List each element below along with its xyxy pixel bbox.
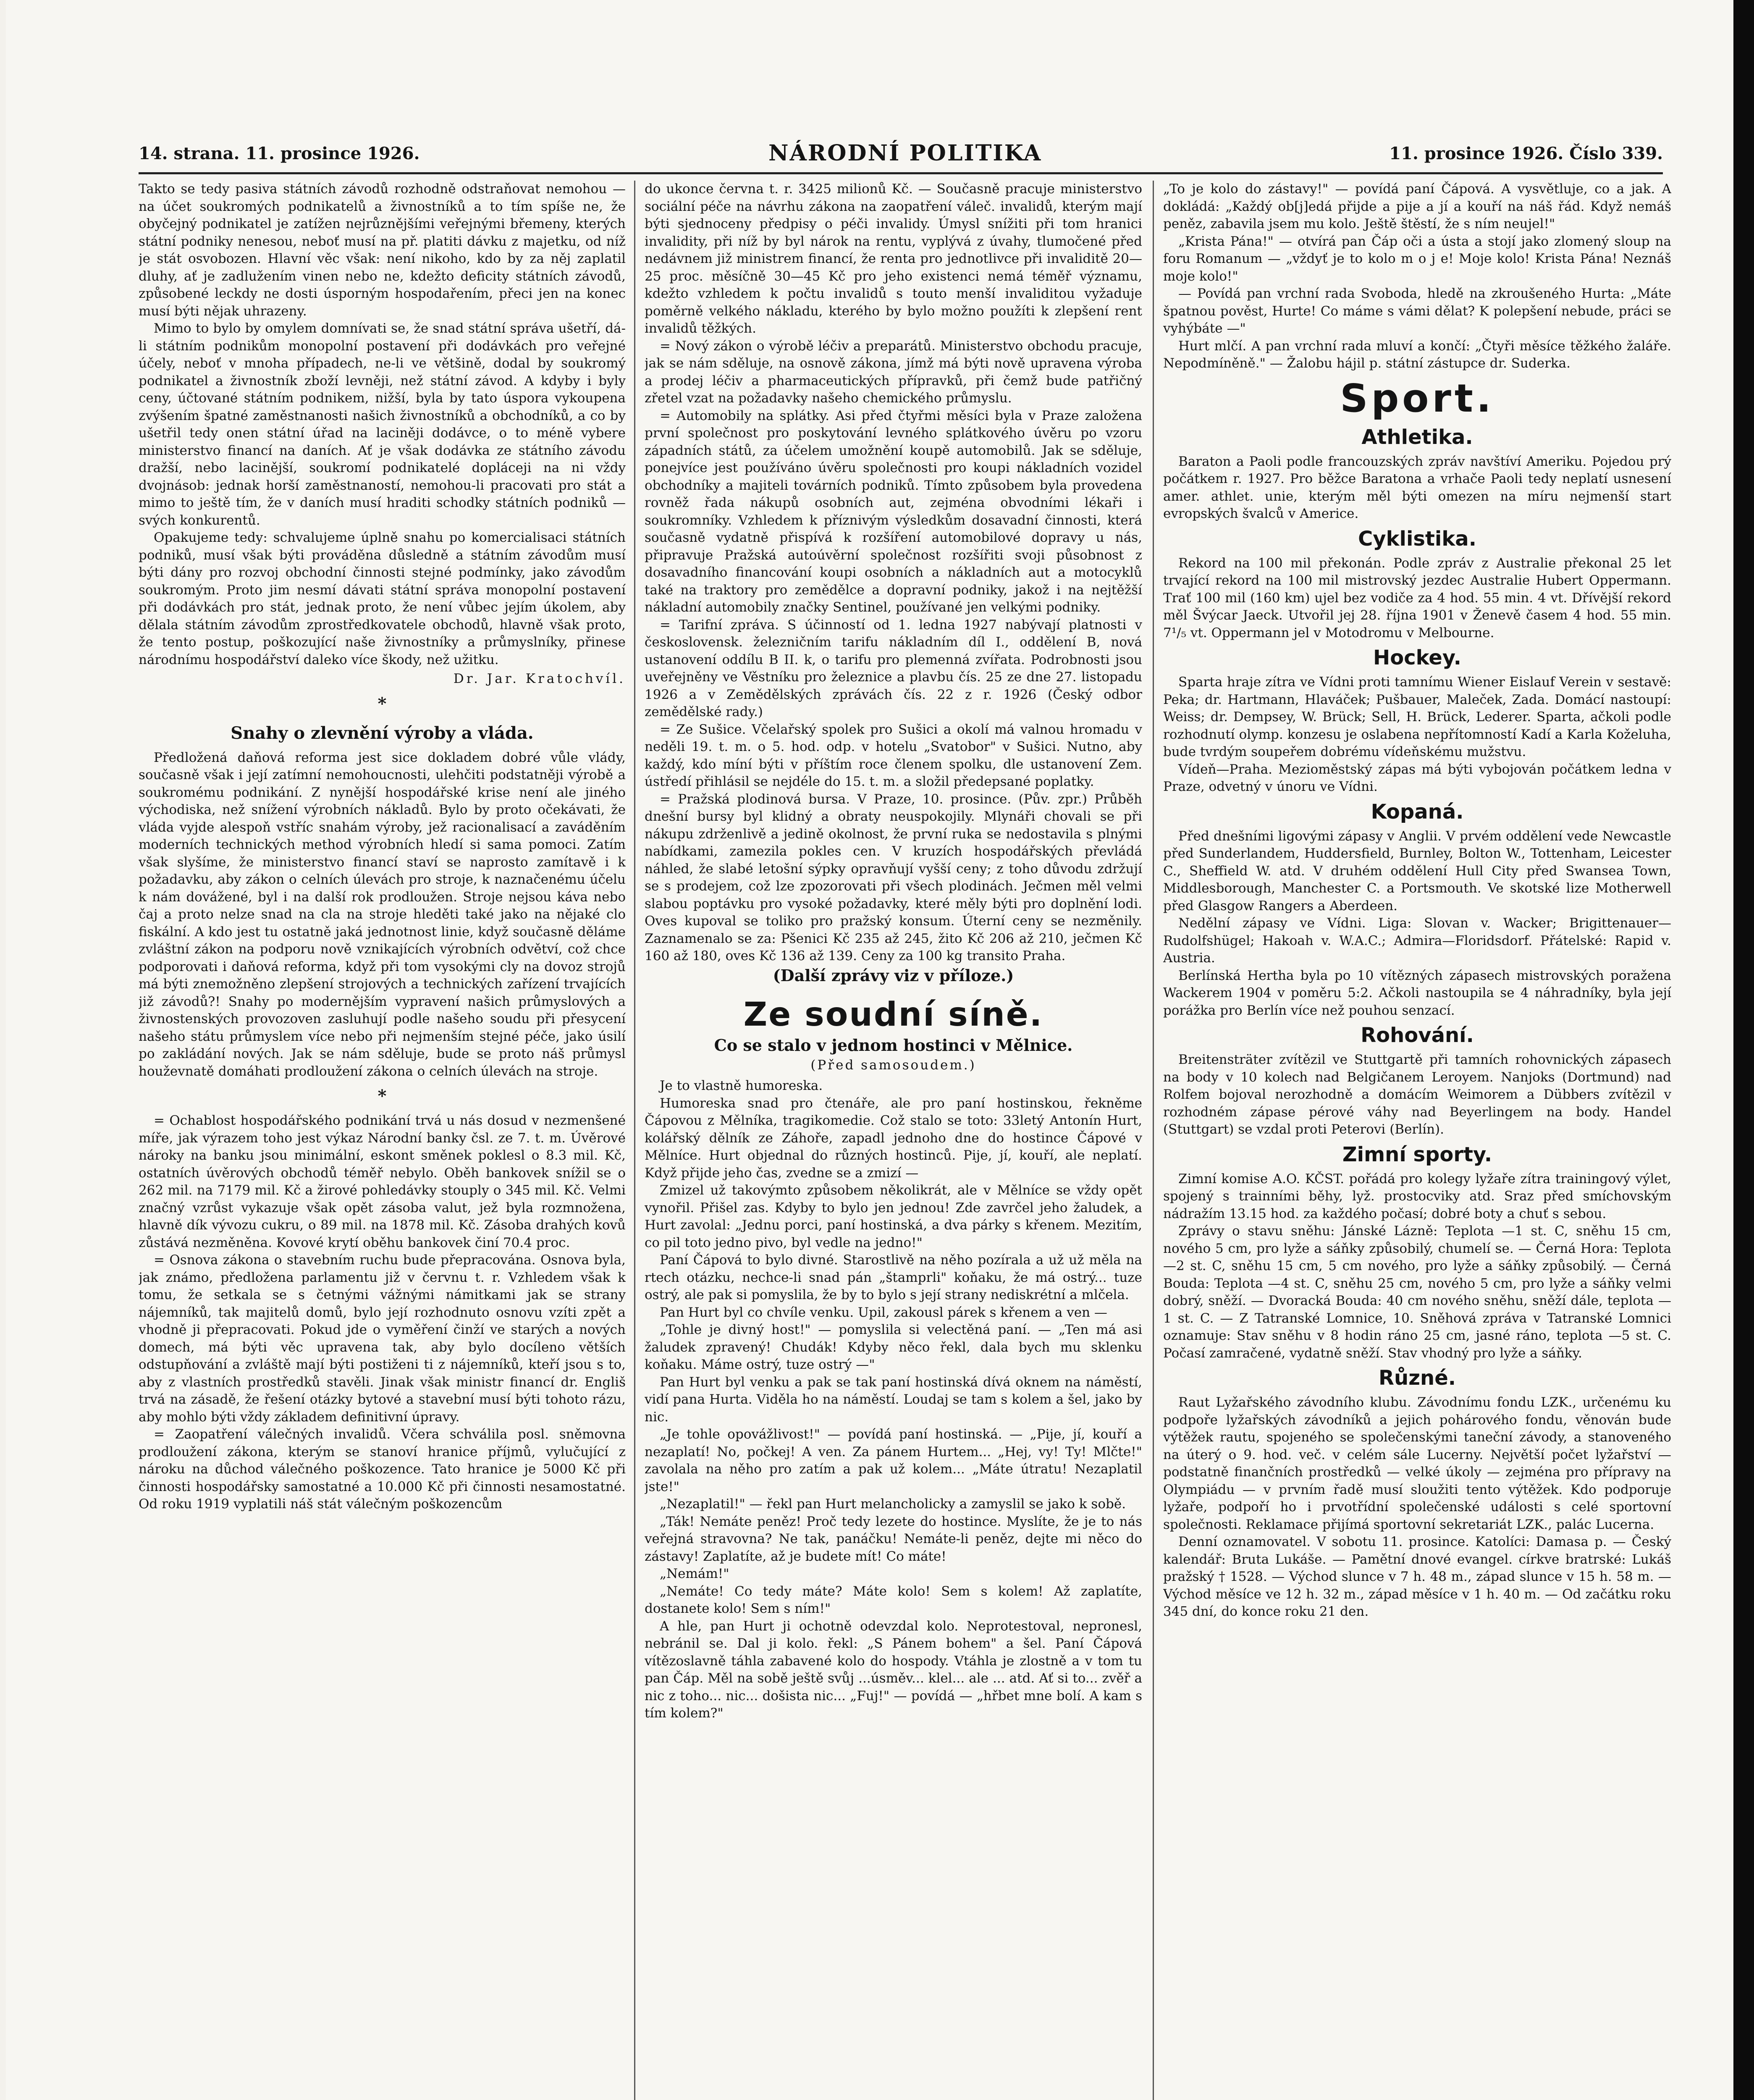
sport-item: Rekord na 100 mil překonán. Podle zpráv z Australie překonal 25 let trvající rekord na 100 mil mistrovský jezdec Australie Hubert Oppermann. Trať 100 mil (160 km) ujel bez vodiče za 4 hod. 55 min. 4 vt. Dřívější rekord měl Švýcar Jaeck. Utvořil jej 28. října 1901 v Ženevě časem 4 hod. 55 min. 7¹/₅ vt. Oppermann jel v Motodromu v Melbourne.	[1163, 555, 1671, 640]
article-paragraph: „Nezaplatil!" — řekl pan Hurt melancholicky a zamyslil se jako k sobě.	[660, 1496, 1126, 1512]
sport-subsection-boxing: Rohování.	[1361, 1024, 1474, 1047]
court-article-title: Co se stalo v jednom hostinci v Mělnice.	[714, 1035, 1073, 1055]
article-paragraph: „To je kolo do zástavy!" — povídá paní Čápová. A vysvětluje, co a jak. A dokládá: „Každý ob[j]edá přijde a pije a jí a kouří na náš řád. Když nemáš peněz, zabavila jsem mu kolo. Ještě štěstí, že s ním neujel!"	[1163, 181, 1671, 231]
article-paragraph: Hurt mlčí. A pan vrchní rada mluví a končí: „Čtyři měsíce těžkého žaláře. Nepodmíněně." — Žalobu hájil p. státní zástupce dr. Suderka.	[1163, 338, 1671, 371]
article-paragraph: A hle, pan Hurt ji ochotně odevzdal kolo. Neprotestoval, nepronesl, nebránil se. Dal ji kolo. řekl: „S Pánem bohem" a šel. Paní Čápová vítězoslavně táhla zabavené kolo do hospody. Vtáhla je zlostně a v tom tu pan Čáp. Měl na sobě ještě svůj ...úsměv... klel... ale ... atd. Ať si to... zvěř a nic z toho... nic... došista nic... „Fuj!" — povídá — „hřbet mne bolí. A kam s tím kolem?"	[645, 1618, 1142, 1721]
sport-subsection-football: Kopaná.	[1371, 800, 1464, 824]
column-rule-2	[1153, 181, 1154, 2100]
header-page-date: 14. strana. 11. prosince 1926.	[139, 144, 420, 163]
article-paragraph: Opakujeme tedy: schvalujeme úplně snahu po komercialisaci státních podniků, musí však býti prováděna důsledně a státním závodům musí býti dány pro rozvoj obchodní činnosti stejné podmínky, jako závodům soukromým. Proto jim nesmí dávati státní správa monopolní postavení při dodávkách pro stát, jednak proto, že není vůbec jejím úkolem, aby dělala státním závodům zprostředkovatele obchodů, hlavně však proto, že tento postup, poškozující naše živnostníky a průmyslníky, přinese národnímu hospodářství daleko více škody, než užitku.	[139, 530, 626, 667]
article-paragraph: „Ták! Nemáte peněz! Proč tedy lezete do hostince. Myslíte, že je to nás veřejná stravovna? Ne tak, panáčku! Nemáte-li peněz, dejte mi něco do zástavy! Zaplatíte, až je budete mít! Co máte!	[645, 1514, 1142, 1564]
column-rule-1	[634, 181, 635, 2100]
article-paragraph: Takto se tedy pasiva státních závodů rozhodně odstraňovat nemohou — na účet soukromých podnikatelů a živnostníků a to tím spíše ne, že obyčejný podnikatel je zatížen nejrůznějšími veřejnými břemeny, kterých státní podniky nenesou, neboť musí na př. platiti dávku z majetku, od níž je stát osvobozen. Hlavní věc však: není nikoho, kdo by za něj zaplatil dluhy, ať je zadlužením vinen nebo ne, kdežto deficity státních závodů, způsobené leckdy ne dosti úsporným hospodařením, přeci jen na konec musí býti nějak uhrazeny.	[139, 181, 626, 319]
sport-item: Zprávy o stavu sněhu: Jánské Lázně: Teplota —1 st. C, sněhu 15 cm, nového 5 cm, pro lyže a sáňky způsobilý, chumelí se. — Černá Hora: Teplota —2 st. C, sněhu 15 cm, 5 cm nového, pro lyže a sáňky způsobilý. — Černá Bouda: Teplota —4 st. C, sněhu 25 cm, nového 5 cm, pro lyže a sáňky velmi dobrý, sněží. — Dvoracká Bouda: 40 cm nového sněhu, sněží dále, teplota —1 st. C. — Z Tatranské Lomnice, 10. Sněhová zpráva v Tatranské Lomnici oznamuje: Stav sněhu v 8 hodin ráno 25 cm, jasné ráno, teplota —5 st. C. Počasí zamračené, vydatně sněží. Stav vhodný pro lyže a sáňky.	[1163, 1223, 1671, 1361]
news-item: = Zaopatření válečných invalidů. Včera schválila posl. sněmovna prodloužení zákona, kterým se stanoví hranice příjmů, vylučující z nároku na důchod válečného poškozence. Tato hranice je 5000 Kč při činnosti hospodářsky samostatné a 10.000 Kč při činnosti nesamostatné. Od roku 1919 vyplatili náš stát válečným poškozencům	[139, 1427, 626, 1512]
article-paragraph: Paní Čápová to bylo divné. Starostlivě na něho pozírala a už už měla na rtech otázku, nechce-li snad pán „štamprli" koňaku, že má ostrý... tuze ostrý, ale pak si pomyslila, že by to bylo s její strany nediskrétní a mlčela.	[645, 1252, 1142, 1302]
article-paragraph: „Nemáte! Co tedy máte? Máte kolo! Sem s kolem! Až zaplatíte, dostanete kolo! Sem s ním!"	[645, 1583, 1142, 1616]
article-paragraph: Je to vlastně humoreska.	[660, 1078, 823, 1093]
court-section-headline: Ze soudní síně.	[743, 995, 1043, 1034]
section-asterisk: *	[378, 1086, 387, 1106]
article-paragraph: Mimo to bylo by omylem domnívati se, že snad státní správa ušetří, dá-li státním podnikům monopolní postavení při dodávkách pro veřejné účely, neboť v mnoha případech, ne-li ve většině, dodal by soukromý podnikatel a živnostník zboží levněji, než státní závod. A kdyby i byly ceny, účtované státním podnikem, nižší, byla by tato úspora vykoupena zvýšením špatné zaměstnanosti našich živnostníků a obchodníků, a co by ušetřil tedy onen státní úřad na laciněji dodávce, o to méně vybere ministerstvo financí na daních. Ať je však dodávka ze státního závodu dražší, nebo lacinější, soukromí podnikatelé dopláceji na ni vždy dvojnásob: jednak horší zaměstnaností, nemohou-li pracovati pro stát a mimo to ještě tím, že v daních musí hraditi schodky státních podniků — svých konkurentů.	[139, 321, 626, 528]
news-item: do ukonce června t. r. 3425 milionů Kč. — Současně pracuje ministerstvo sociální péče na návrhu zákona na zaopatření váleč. invalidů, kterým mají býti sjednoceny předpisy o péči invalidy. Úmysl snížiti při tom hranici invalidity, při níž by byl nárok na rentu, vyplývá z úvahy, tlumočené před nedávnem již ministrem financí, že renta pro jednotlivce při invaliditě 20—25 proc. měsíčně 30—45 Kč pro jeho existenci nemá téměř významu, kdežto vzhledem k počtu invalidů s touto menší invaliditou vyžaduje poměrně velkého nákladu, kterého by bylo možno použíti k zlepšení rent invalidů těžkých.	[645, 181, 1142, 336]
sport-subsection-cycling: Cyklistika.	[1358, 527, 1476, 551]
scan-binding-edge	[1733, 0, 1754, 2100]
article-paragraph: — Povídá pan vrchní rada Svoboda, hledě na zkroušeného Hurta: „Máte špatnou pověst, Hurte! Co máme s vámi dělat? K polepšení nebude, práci se vyhýbáte —"	[1163, 286, 1671, 336]
sport-section-title: Sport.	[1340, 375, 1494, 421]
more-news-note: (Další zprávy viz v příloze.)	[773, 966, 1014, 985]
article-paragraph: Humoreska snad pro čtenáře, ale pro paní hostinskou, řekněme Čápovou z Mělníka, tragikomedie. Což stalo se toto: 33letý Antonín Hurt, kolářský dělník ze Záhoře, zapadl jednoho dne do hostince Čápové v Mělníce. Hurt objednal do různých hostinců. Pije, jí, kouří, ale neplatí. Když přijde jeho čas, zvedne se a zmizí —	[645, 1095, 1142, 1181]
column-economy	[139, 181, 626, 2100]
article-paragraph: Pan Hurt byl co chvíle venku. Upil, zakousl párek s křenem a ven —	[660, 1305, 1107, 1320]
court-article-subtitle: (Před samosoudem.)	[810, 1057, 976, 1073]
news-item: = Ze Sušice. Včelařský spolek pro Sušici a okolí má valnou hromadu v neděli 19. t. m. o 5. hod. odp. v hotelu „Svatobor" v Sušici. Nutno, aby každý, kdo míní býti v příštím roce členem spolku, dle ustanovení Zem. ústředí přihlásil se nejdéle do 15. t. m. a složil předepsané poplatky.	[645, 722, 1142, 789]
news-item: = Nový zákon o výrobě léčiv a preparátů. Ministerstvo obchodu pracuje, jak se nám sděluje, na osnově zákona, jímž má býti nově upravena výroba a prodej léčiv a pharmaceutických přípravků, při čemž bude patřičný zřetel vzat na požadavky našeho chemického průmyslu.	[645, 338, 1142, 406]
sport-subsection-hockey: Hockey.	[1373, 646, 1461, 669]
sport-item: Berlínská Hertha byla po 10 vítězných zápasech mistrovských poražena Wackerem 1904 v poměru 5:2. Ačkoli nastoupila se 4 náhradníky, byla její porážka pro Berlín více než pouhou senzací.	[1163, 968, 1671, 1018]
sport-item: Raut Lyžařského závodního klubu. Závodnímu fondu LZK., určenému ku podpoře lyžařských závodníků a jejich pohárového fondu, věnován bude výtěžek rautu, spojeného se společenskými taneční závody, a stanoveného na úterý o 9. hod. več. v celém sále Lucerny. Největší počet lyžařství — podstatně finančních prostředků — velké úkoly — zejména pro přípravy na Olympiádu — v prvním řadě musí sloužiti tento výtěžek. Kdo podporuje lyžaře, podpoří ho i prvotřídní společenské události s celé sportovní společnosti. Reklamace přijímá sportovní sekretariát LZK., palác Lucerna.	[1163, 1395, 1671, 1532]
news-item: = Tarifní zpráva. S účinností od 1. ledna 1927 nabývají platnosti v československ. železničním tarifu nákladním díl I., oddělení B, nová ustanovení oddílu B II. k, o tarifu pro plemenná zvířata. Podrobnosti jsou uveřejněny ve Věstníku pro železnice a plavbu čís. 25 ze dne 27. listopadu 1926 a v Zemědělských zprávách čís. 22 z r. 1926 (Český odbor zemědělské rady.)	[645, 617, 1142, 719]
article-paragraph: „Krista Pána!" — otvírá pan Čáp oči a ústa a stojí jako zlomený sloup na foru Romanum — „vždyť je to kolo m o j e! Moje kolo! Krista Pána! Neznáš moje kolo!"	[1163, 234, 1671, 284]
sport-item: Breitensträter zvítězil ve Stuttgartě při tamních rohovnických zápasech na body v 10 kolech nad Belgičanem Leroyem. Nanjoks (Dortmund) nad Rolfem bojoval nerozhodně a domácím Weimorem a Dübbers zvítězil v rozhodném zápase pérové váhy nad Beyerlingem na body. Handel (Stuttgart) se vzdal proti Peterovi (Berlín).	[1163, 1052, 1671, 1137]
article-paragraph: Předložená daňová reforma jest sice dokladem dobré vůle vlády, současně však i její zatímní nemohoucnosti, ulehčiti podstatněji výrobě a soukromému podnikání. Z nynější hospodářské krise není ale jiného východiska, než snížení výrobních nákladů. Bylo by proto očekávati, že vláda vyjde alespoň vstříc snahám výroby, jež racionalisací a zaváděním moderních technických method výrobních hledí si sama pomoci. Zatím však slyšíme, že ministerstvo financí staví se naprosto zamítavě i k požadavku, aby zákon o celních úlevách pro stroje, k naznačenému účelu k nám dovážené, byl i na další rok prodloužen. Stroje nejsou káva nebo čaj a proto nelze snad na cla na stroje hleděti také jako na nějaké clo fiskální. A kdo jest tu ostatně jaká jednotnost linie, když současně děláme zvláštní zákon na podporu nově vznikajících výrobních odvětví, což chce podporovati i daňová reforma, když při tom vysokými cly na dovoz strojů má býti znemožněno zlepšení strojových a technických zařízení trvajících již závodů?! Snahy po modernějším vypravení našich průmyslových a živnostenských provozoven zasluhují podle našeho soudu při přesycení našeho státu průmyslem více nebo při nejmenším stejné péče, jako úsilí po zakládání nových. Jak se nám sděluje, bude se proto náš průmysl houževnatě domáhati prodloužení zákona o celních úlevách na stroje.	[139, 750, 626, 1079]
sport-item: Před dnešními ligovými zápasy v Anglii. V prvém oddělení vede Newcastle před Sunderlandem, Huddersfield, Burnley, Bolton W., Tottenham, Leicester C., Sheffield W. atd. V druhém oddělení Hull City před Swansea Town, Middlesborough, Manchester C. a Portsmouth. Ve skotské lize Motherwell před Glasgow Rangers a Aberdeen.	[1163, 828, 1671, 914]
article-paragraph: „Tohle je divný host!" — pomyslila si velectěná paní. — „Ten má asi žaludek zpravený! Chudák! Kdyby něco řekl, dala bych mu sklenku koňaku. Máme ostrý, tuze ostrý —"	[645, 1322, 1142, 1372]
column-sport	[1163, 181, 1671, 2100]
article-paragraph: „Nemám!"	[660, 1566, 729, 1581]
news-item: = Osnova zákona o stavebním ruchu bude přepracována. Osnova byla, jak známo, předložena parlamentu již v červnu t. r. Vzhledem však k tomu, že setkala se s četnými vážnými námitkami jak se strany nájemníků, tak majitelů domů, bylo její rozhodnuto osnovu vzíti zpět a vhodně ji přepracovati. Pokud jde o vyměření činží ve starých a nových domech, má býti věc upravena tak, aby bylo docíleno větších odstupňování a zvláště mají býti postiženi ti z nájemníků, kteří jsou s to, aby z vlastních prostředků stavěli. Jinak však ministr financí dr. Engliš trvá na zásadě, že řešení otázky bytové a stavební musí býti tohoto rázu, aby mohlo býti vždy základem definitivní úpravy.	[139, 1252, 626, 1425]
masthead-title: NÁRODNÍ POLITIKA	[768, 140, 1042, 166]
sport-item: Zimní komise A.O. KČST. pořádá pro kolegy lyžaře zítra trainingový výlet, spojený s trainními běhy, lyž. prostocviky atd. Sraz před smíchovským nádražím 13.15 hod. za každého počasí; dobré boty a chuť s sebou.	[1163, 1171, 1671, 1221]
news-item: = Pražská plodinová bursa. V Praze, 10. prosince. (Pův. zpr.) Průběh dnešní bursy byl klidný a obraty neuspokojily. Mlynáři chovali se při nákupu zdrženlivě a jedině okolnost, že první ruka se nedostavila s plnými nabídkami, zamezila pokles cen. V kruzích hospodářských převládá náhled, že slabé letošní sýpky opravňují vyšší ceny; z toho důvodu zdržují se s prodejem, což lze zpozorovati při všech plodinách. Ječmen měl velmi slabou poptávku pro vysoké požadavky, které měly býti pro doplnění lodi. Oves kupoval se toliko pro pražský konsum. Úterní ceny se nezměnily. Zaznamenalo se za: Pšenici Kč 235 až 245, žito Kč 206 až 210, ječmen Kč 160 až 180, oves Kč 136 až 139. Ceny za 100 kg transito Praha.	[645, 791, 1142, 963]
sport-subsection-misc: Různé.	[1378, 1366, 1456, 1390]
article-paragraph: „Je tohle opovážlivost!" — povídá paní hostinská. — „Pije, jí, kouří a nezaplatí! No, počkej! A ven. Za pánem Hurtem... „Hej, vy! Ty! Mlčte!" zavolala na něho pro zatím a pak už kolem... „Máte útratu! Nezaplatil jste!"	[645, 1427, 1142, 1494]
article-paragraph: Zmizel už takovýmto způsobem několikrát, ale v Mělníce se vždy opět vynořil. Přišel zas. Kdyby to bylo jen jednou! Zde zavrčel jeho žaludek, a Hurt zavolal: „Jednu porci, paní hostinská, a dva párky s křenem. Mezitím, co pil toto jedno pivo, byl vedle na jedno!"	[645, 1183, 1142, 1250]
sport-subsection-winter: Zimní sporty.	[1342, 1142, 1492, 1166]
header-issue-number: 11. prosince 1926. Číslo 339.	[1389, 144, 1663, 163]
sport-subsection-athletics: Athletika.	[1361, 425, 1473, 449]
sport-item: Vídeň—Praha. Mezioměstský zápas má býti vybojován počátkem ledna v Praze, odvetný v únoru ve Vídni.	[1163, 761, 1671, 794]
sport-item: Nedělní zápasy ve Vídni. Liga: Slovan v. Wacker; Brigittenauer—Rudolfshügel; Hakoah v. W.A.C.; Admira—Floridsdorf. Přátelské: Rapid v. Austria.	[1163, 916, 1671, 966]
daily-almanac: Denní oznamovatel. V sobotu 11. prosince. Katolíci: Damasa p. — Český kalendář: Bruta Lukáše. — Pamětní dnové evangel. církve bratrské: Lukáš pražský † 1528. — Východ slunce v 7 h. 48 m., západ slunce v 15 h. 58 m. — Východ měsíce ve 12 h. 32 m., západ měsíce v 1 h. 40 m. — Od začátku roku 345 dní, do konce roku 21 den.	[1163, 1534, 1671, 1619]
sport-item: Sparta hraje zítra ve Vídni proti tamnímu Wiener Eislauf Verein v sestavě: Peka; dr. Hartmann, Hlaváček; Pušbauer, Maleček, Zada. Domácí nastoupí: Weiss; dr. Dempsey, W. Brück; Sell, H. Brück, Lederer. Sparta, ačkoli podle rozhodnutí olymp. konzesu je oslabena nepřítomností Kadí a Karla Koželuha, bude tvrdým soupeřem dobrému vídeňskému mužstvu.	[1163, 675, 1671, 759]
news-item: = Automobily na splátky. Asi před čtyřmi měsíci byla v Praze založena první společnost pro poskytování levného splátkového úvěru po vzoru západních států, za účelem umožnění koupě automobilů. Jak se sděluje, ponejvíce jest používáno úvěru společnosti pro koupi nákladních vozidel obchodníky a majiteli továrních podniků. Tímto způsobem byla provedena rovněž řada nákupů osobních aut, zejména obvodními lékaři i soukromníky. Vzhledem k příznivým výsledkům dosavadní činnosti, která současně vydatně přispívá k rozšíření automobilové dopravy u nás, připravuje Pražská autoúvěrní společnost rozšířiti svoji působnost z dosavadního financování koupi osobních a nákladních aut a motocyklů také na traktory pro zemědělce a dopravní podniky, jakož i na nejtěžší nákladní automobily značky Sentinel, používané jen velkými podniky.	[645, 408, 1142, 615]
section-asterisk: *	[378, 693, 387, 714]
article-headline: Snahy o zlevnění výroby a vláda.	[231, 723, 534, 743]
article-paragraph: Pan Hurt byl venku a pak se tak paní hostinská dívá oknem na náměstí, vidí pana Hurta. Viděla ho na náměstí. Loudaj se tam s kolem a šel, jako by nic.	[645, 1374, 1142, 1425]
page-header	[139, 139, 1663, 174]
column-news-court	[645, 181, 1142, 2100]
sport-item: Baraton a Paoli podle francouzských zpráv navštíví Ameriku. Pojedou prý počátkem r. 1927. Pro běžce Baratona a vrhače Paoli tedy neplatí usnesení amer. athlet. unie, kterým měl býti omezen na míru nejmenší start evropských švalců v Americe.	[1163, 454, 1671, 521]
news-item: = Ochablost hospodářského podnikání trvá u nás dosud v nezmenšené míře, jak výrazem toho jest výkaz Národní banky čsl. ze 7. t. m. Úvěrové nároky na banku jsou minimální, eskont směnek poklesl o 8.3 mil. Kč, ostatních úvěrových obchodů téměř nebylo. Oběh bankovek snížil se o 262 mil. na 7179 mil. Kč a žirové pohledávky stouply o 345 mil. Kč. Velmi značný vzrůst vykazuje však opět zásoba valut, jež byla rozmnožena, hlavně dík vývozu cukru, o 89 mil. na 1878 mil. Kč. Zásoba drahých kovů zůstává nezměněna. Kovové krytí oběhu bankovek činí 70.4 proc.	[139, 1113, 626, 1250]
author-signature: Dr. Jar. Kratochvíl.	[453, 671, 626, 686]
